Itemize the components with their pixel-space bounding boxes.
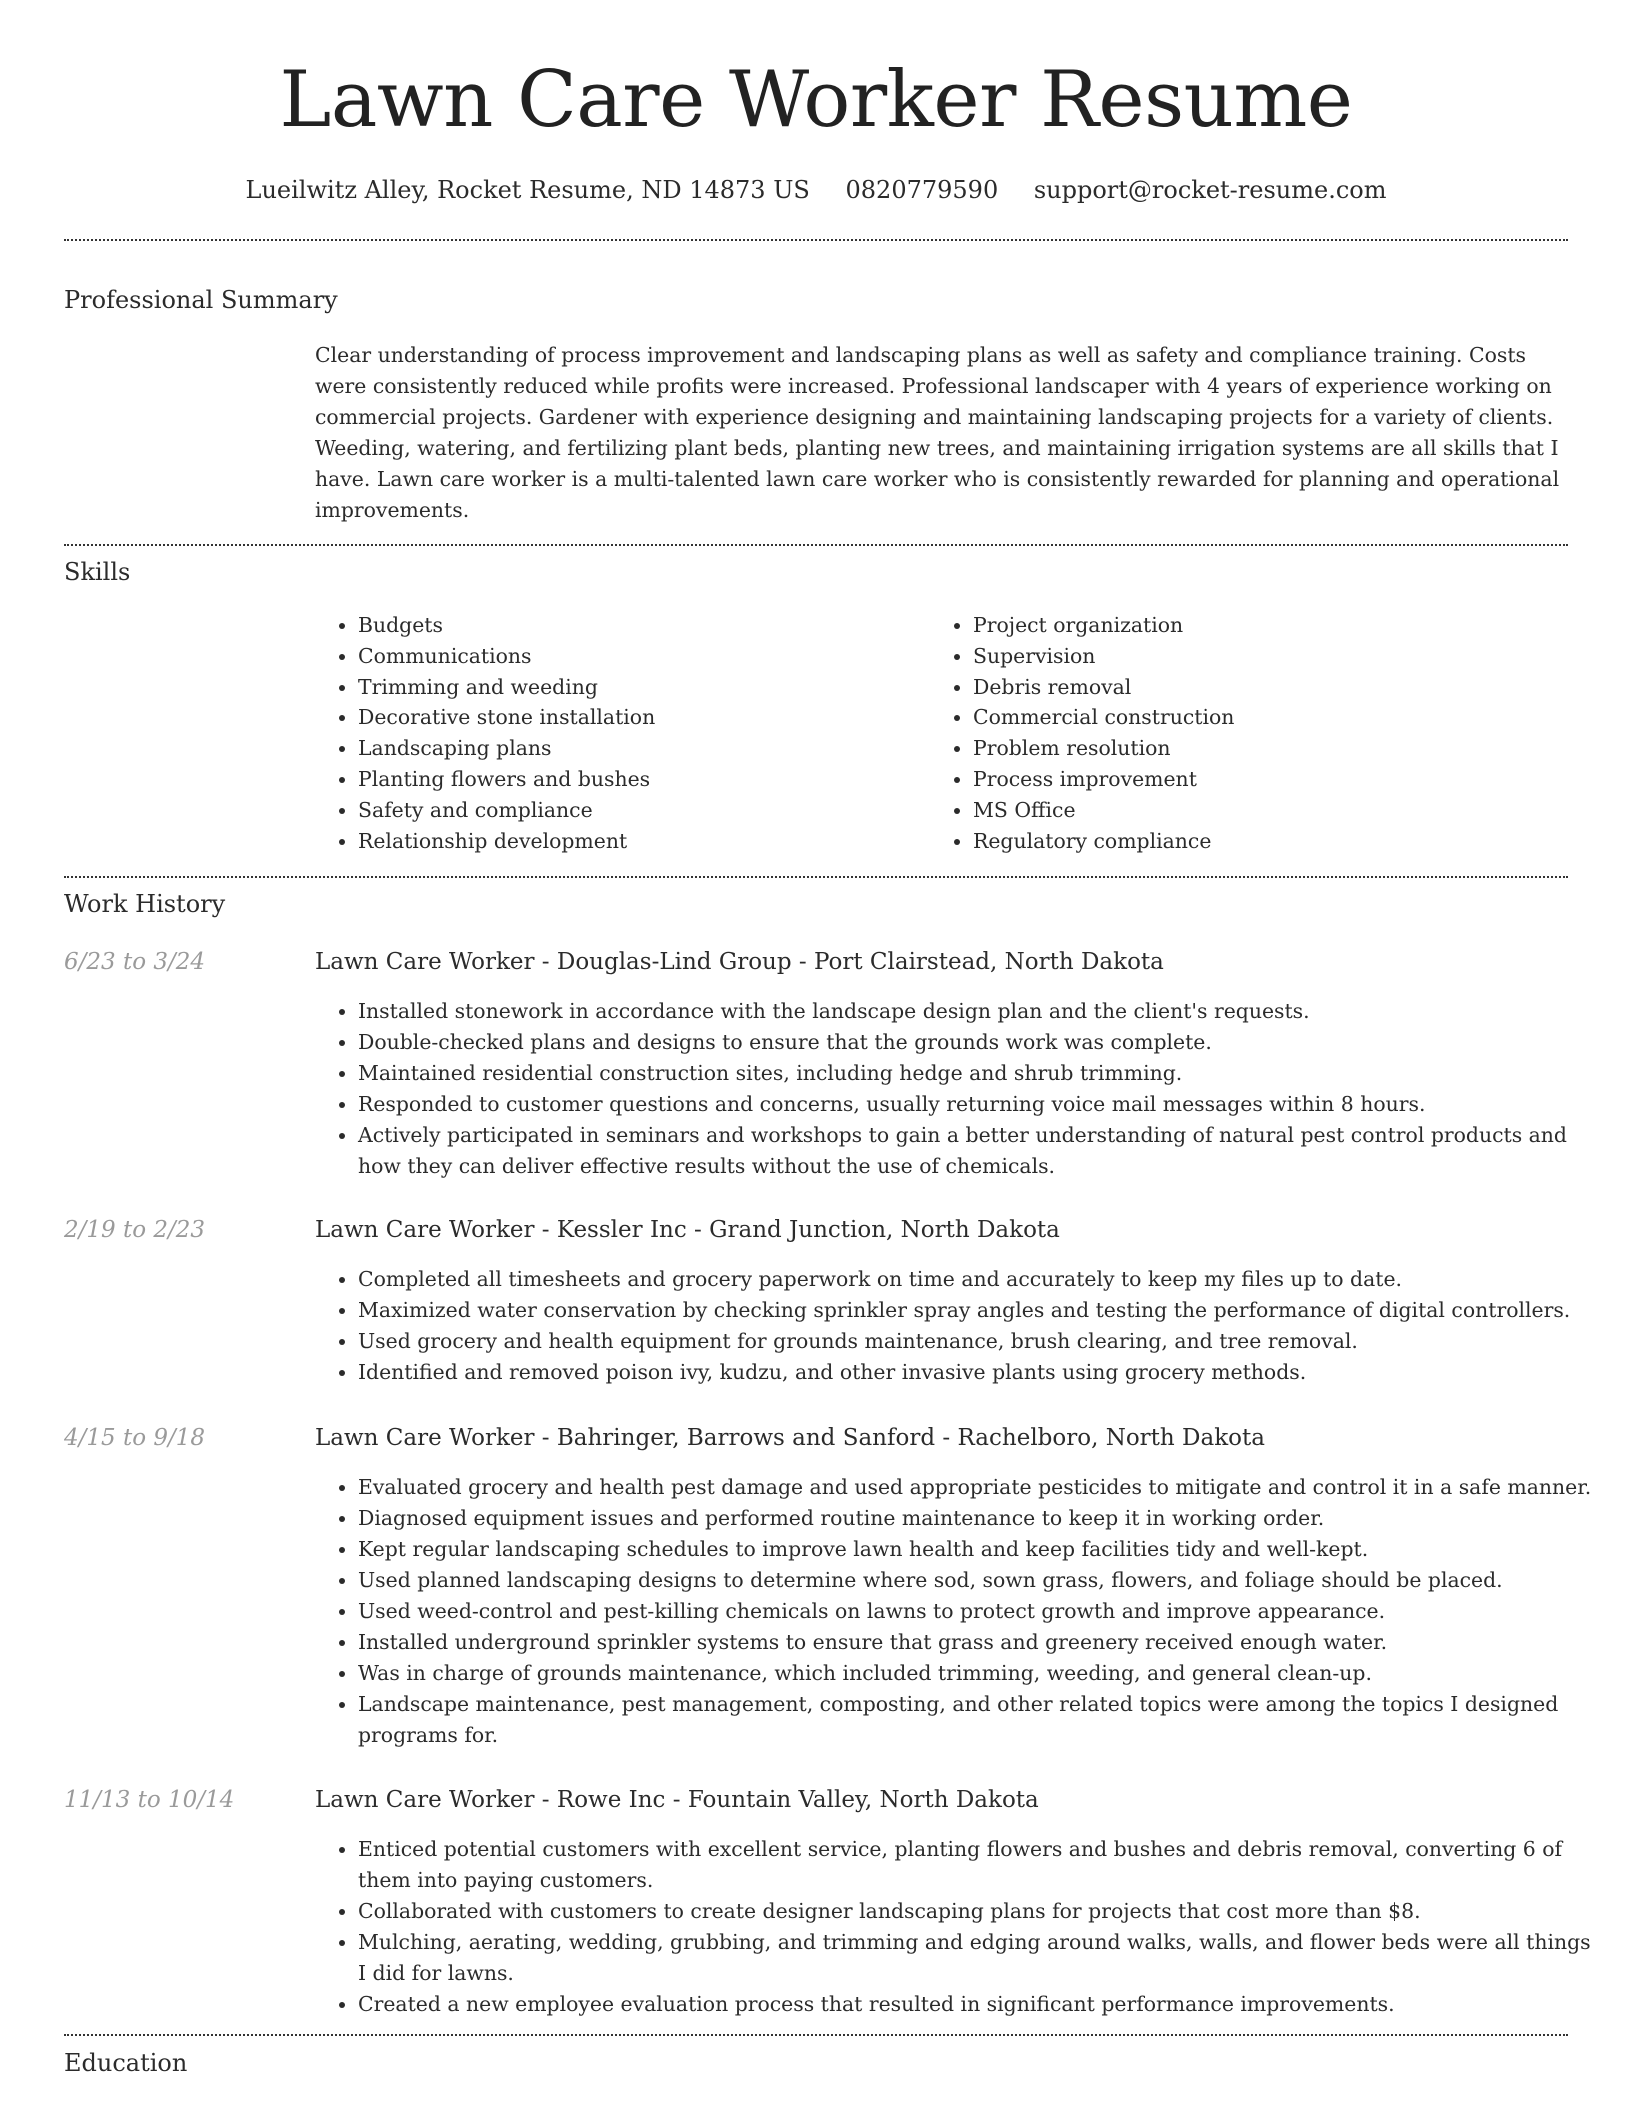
contact-phone: 0820779590: [845, 176, 999, 204]
list-item: • Created a new employee evaluation process that resulted in significant performance improvements.: [358, 1989, 1603, 2020]
list-item: • Maximized water conservation by checking sprinkler spray angles and testing the performance of digital controllers.: [358, 1295, 1603, 1326]
job-bullets: [315, 1264, 1603, 1388]
list-item: • Installed stonework in accordance with the landscape design plan and the client's requests.: [358, 996, 1603, 1027]
list-item: • Process improvement: [973, 764, 1234, 795]
list-item: • Kept regular landscaping schedules to improve lawn health and keep facilities tidy and well-kept.: [358, 1534, 1603, 1565]
contact-line: [0, 170, 1632, 210]
list-item: • Supervision: [973, 641, 1234, 672]
list-item: • Commercial construction: [973, 702, 1234, 733]
list-item: • Trimming and weeding: [358, 672, 655, 703]
job-bullets: [315, 1472, 1603, 1751]
work-history-heading: Work History: [64, 890, 226, 918]
job-bullets: [315, 996, 1603, 1182]
list-item: • Used grocery and health equipment for grounds maintenance, brush clearing, and tree removal.: [358, 1326, 1603, 1357]
skills-list-left: [315, 610, 655, 856]
section-divider: [64, 239, 1568, 241]
list-item: • Used planned landscaping designs to determine where sod, sown grass, flowers, and foliage should be placed.: [358, 1565, 1603, 1596]
list-item: • Installed underground sprinkler systems to ensure that grass and greenery received enough water.: [358, 1627, 1603, 1658]
list-item: • Double-checked plans and designs to ensure that the grounds work was complete.: [358, 1027, 1603, 1058]
job-bullets: [315, 1834, 1603, 2020]
job-dates: 6/23 to 3/24: [64, 949, 206, 975]
list-item: • Collaborated with customers to create designer landscaping plans for projects that cost more than $8.: [358, 1896, 1603, 1927]
contact-email: support@rocket-resume.com: [1033, 176, 1387, 204]
list-item: • Responded to customer questions and concerns, usually returning voice mail messages within 8 hours.: [358, 1089, 1603, 1120]
section-divider: [64, 2034, 1568, 2036]
list-item: • Maintained residential construction sites, including hedge and shrub trimming.: [358, 1058, 1603, 1089]
list-item: • Identified and removed poison ivy, kudzu, and other invasive plants using grocery methods.: [358, 1357, 1603, 1388]
list-item: • Planting flowers and bushes: [358, 764, 655, 795]
contact-address: Lueilwitz Alley, Rocket Resume, ND 14873 US: [245, 176, 810, 204]
summary-text: Clear understanding of process improvement and landscaping plans as well as safety and compliance training. Costs were consistently reduced while profits were increased. Professional landscaper with 4 years of experience working on commercial projects. Gardener with experience designing and maintaining landscaping projects for a variety of clients. Weeding, watering, and fertilizing plant beds, planting new trees, and maintaining irrigation systems are all skills that I have. Lawn care worker is a multi-talented lawn care worker who is consistently rewarded for planning and operational improvements.: [315, 343, 1560, 522]
job-title: Lawn Care Worker - Kessler Inc - Grand Junction, North Dakota: [315, 1217, 1060, 1243]
list-item: • Enticed potential customers with excellent service, planting flowers and bushes and debris removal, converting 6 of them into paying customers.: [358, 1834, 1603, 1896]
list-item: • MS Office: [973, 795, 1234, 826]
skills-list-right: [930, 610, 1234, 856]
list-item: • Project organization: [973, 610, 1234, 641]
skills-heading: Skills: [64, 558, 131, 586]
list-item: • Debris removal: [973, 672, 1234, 703]
list-item: • Evaluated grocery and health pest damage and used appropriate pesticides to mitigate and control it in a safe manner.: [358, 1472, 1603, 1503]
list-item: • Diagnosed equipment issues and performed routine maintenance to keep it in working order.: [358, 1503, 1603, 1534]
job-dates: 11/13 to 10/14: [64, 1787, 235, 1813]
list-item: • Completed all timesheets and grocery paperwork on time and accurately to keep my files up to date.: [358, 1264, 1603, 1295]
list-item: • Problem resolution: [973, 733, 1234, 764]
education-heading: Education: [64, 2049, 188, 2077]
list-item: • Relationship development: [358, 826, 655, 857]
list-item: • Actively participated in seminars and workshops to gain a better understanding of natural pest control products and how they can deliver effective results without the use of chemicals.: [358, 1120, 1603, 1182]
list-item: • Decorative stone installation: [358, 702, 655, 733]
list-item: • Mulching, aerating, wedding, grubbing, and trimming and edging around walks, walls, and flower beds were all things I did for lawns.: [358, 1927, 1603, 1989]
list-item: • Communications: [358, 641, 655, 672]
list-item: • Landscape maintenance, pest management, composting, and other related topics were among the topics I designed programs for.: [358, 1689, 1603, 1751]
section-divider: [64, 544, 1568, 546]
job-title: Lawn Care Worker - Bahringer, Barrows and Sanford - Rachelboro, North Dakota: [315, 1425, 1265, 1451]
job-dates: 2/19 to 2/23: [64, 1217, 206, 1243]
list-item: • Budgets: [358, 610, 655, 641]
list-item: • Regulatory compliance: [973, 826, 1234, 857]
section-divider: [64, 876, 1568, 878]
list-item: • Landscaping plans: [358, 733, 655, 764]
job-title: Lawn Care Worker - Rowe Inc - Fountain Valley, North Dakota: [315, 1787, 1039, 1813]
list-item: • Safety and compliance: [358, 795, 655, 826]
list-item: • Was in charge of grounds maintenance, which included trimming, weeding, and general clean-up.: [358, 1658, 1603, 1689]
list-item: • Used weed-control and pest-killing chemicals on lawns to protect growth and improve appearance.: [358, 1596, 1603, 1627]
summary-heading: Professional Summary: [64, 286, 338, 314]
job-title: Lawn Care Worker - Douglas-Lind Group - Port Clairstead, North Dakota: [315, 949, 1164, 975]
job-dates: 4/15 to 9/18: [64, 1425, 206, 1451]
resume-title: Lawn Care Worker Resume: [279, 55, 1353, 145]
